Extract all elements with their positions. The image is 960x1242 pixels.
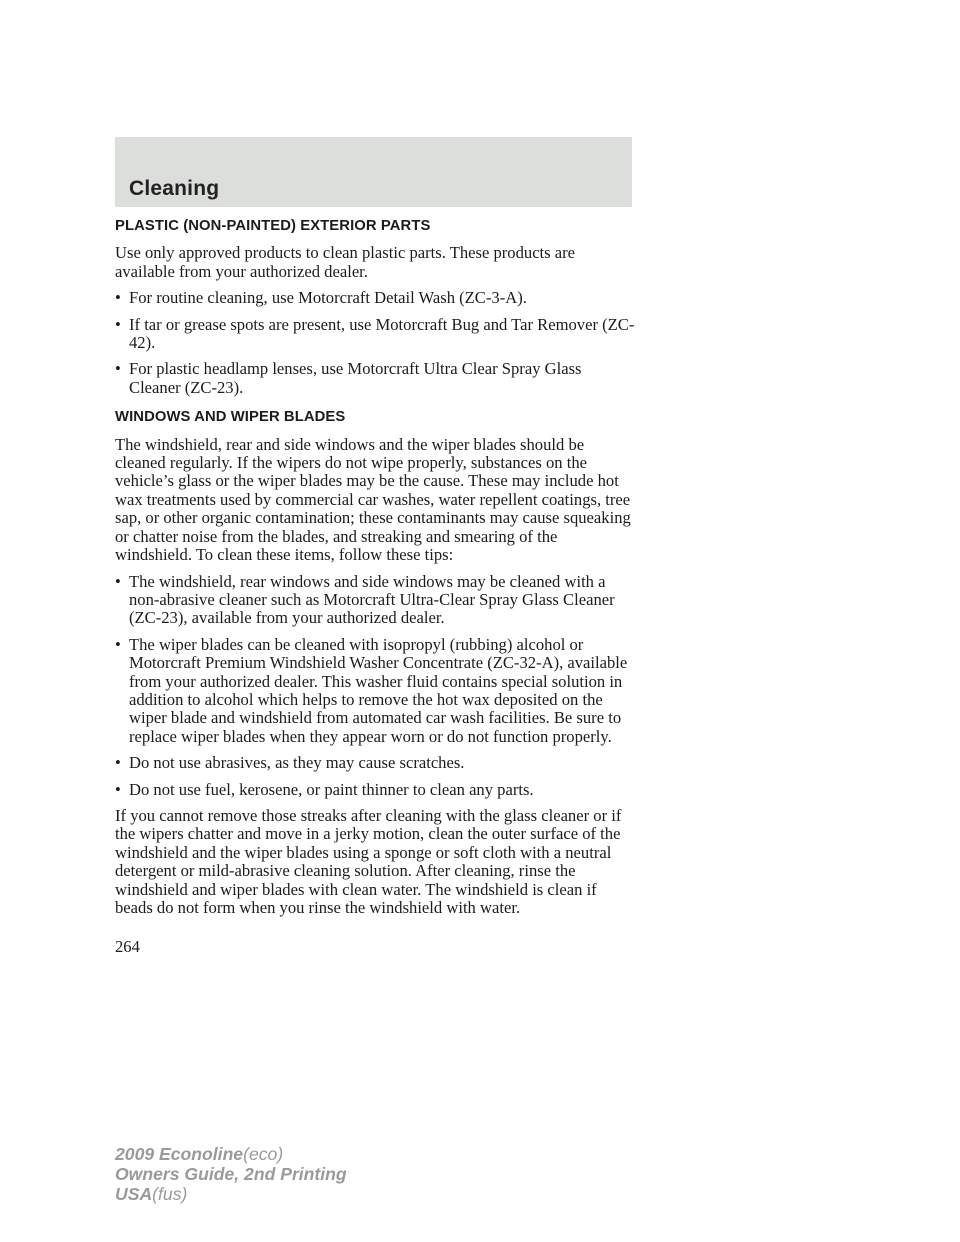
- bullet-icon: •: [115, 753, 121, 773]
- list-item-text: For plastic headlamp lenses, use Motorcraft Ultra Clear Spray Glass Cleaner (ZC-23).: [129, 359, 582, 397]
- bullet-list: [115, 289, 635, 397]
- footer-guide: Owners Guide, 2nd Printing: [115, 1164, 347, 1184]
- footer-line-guide: [115, 1164, 347, 1184]
- list-item-text: If tar or grease spots are present, use Motorcraft Bug and Tar Remover (ZC-42).: [129, 314, 635, 353]
- page-number: 264: [115, 937, 140, 956]
- bullet-icon: •: [115, 779, 121, 799]
- section-title: Cleaning: [129, 177, 220, 200]
- document-footer: [115, 1144, 347, 1204]
- bullet-icon: •: [115, 288, 121, 308]
- footer-model-code: (eco): [243, 1144, 284, 1164]
- list-item-text: The windshield, rear windows and side windows may be cleaned with a non-abrasive cleaner such as Motorcraft Ultra-Clear Spray Glass Cleaner (ZC-23), available from your authorized dealer.: [129, 571, 615, 628]
- page-content: [115, 217, 635, 925]
- paragraph: Use only approved products to clean plastic parts. These products are available from your authorized dealer.: [115, 243, 576, 281]
- list-item: [115, 781, 635, 799]
- list-item: [115, 573, 635, 628]
- footer-model: 2009 Econoline: [115, 1144, 244, 1164]
- list-item: [115, 754, 635, 772]
- footer-line-market: [115, 1184, 347, 1204]
- paragraph: The windshield, rear and side windows and the wiper blades should be cleaned regularly. If the wipers do not wipe properly, substances on the vehicle’s glass or the wiper blades may be the cause. These may include hot wax treatments used by commercial car washes, water repellent coatings, tree sap, or other organic contamination; these contaminants may cause squeaking or chatter noise from the blades, and streaking and smearing of the windshield. To clean these items, follow these tips:: [115, 434, 631, 565]
- bullet-icon: •: [115, 571, 121, 591]
- section-header-band: [115, 137, 632, 207]
- list-item-text: The wiper blades can be cleaned with isopropyl (rubbing) alcohol or Motorcraft Premium Windshield Washer Concentrate (ZC-32-A), available from your authorized dealer. This washer fluid contains special solution in addition to alcohol which helps to remove the hot wax deposited on the wiper blade and windshield from automated car wash facilities. Be sure to replace wiper blades when they appear worn or do not function properly.: [129, 634, 628, 746]
- list-item: [115, 636, 635, 746]
- list-item: [115, 289, 635, 307]
- list-item-text: Do not use fuel, kerosene, or paint thinner to clean any parts.: [129, 779, 534, 799]
- bullet-icon: •: [115, 359, 121, 379]
- footer-market: USA: [115, 1184, 153, 1204]
- list-item: [115, 316, 635, 353]
- bullet-list: [115, 573, 635, 799]
- footer-market-code: (fus): [152, 1184, 188, 1204]
- list-item-text: Do not use abrasives, as they may cause scratches.: [129, 753, 465, 773]
- section-heading-plastic-parts: PLASTIC (NON-PAINTED) EXTERIOR PARTS: [115, 218, 431, 234]
- bullet-icon: •: [115, 314, 121, 334]
- paragraph: If you cannot remove those streaks after cleaning with the glass cleaner or if the wipers chatter and move in a jerky motion, clean the outer surface of the windshield and the wiper blades using a sponge or soft cloth with a neutral detergent or mild-abrasive cleaning solution. After cleaning, rinse the windshield and wiper blades with clean water. The windshield is clean if beads do not form when you rinse the windshield with water.: [115, 805, 622, 917]
- section-heading-windows-wipers: WINDOWS AND WIPER BLADES: [115, 409, 346, 426]
- bullet-icon: •: [115, 634, 121, 654]
- list-item: [115, 360, 635, 397]
- list-item-text: For routine cleaning, use Motorcraft Detail Wash (ZC-3-A).: [129, 288, 527, 308]
- footer-line-model: [115, 1144, 347, 1164]
